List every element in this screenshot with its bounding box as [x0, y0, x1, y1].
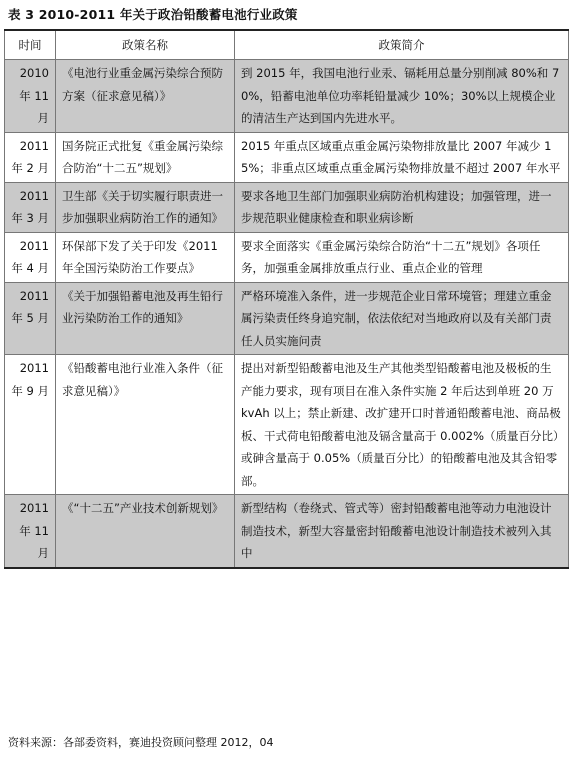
- row-policy-summary: 2015 年重点区域重点重金属污染物排放量比 2007 年减少 15%；非重点区域重点重金属污染物排放量不超过 2007 年水平: [235, 132, 569, 182]
- row-policy-summary: 严格环境准入条件，进一步规范企业日常环境管；理建立重金属污染责任终身追究制，依法依纪对当地政府以及有关部门责任人员实施问责: [235, 282, 569, 355]
- row-time: 2011 年 11 月: [5, 495, 56, 568]
- row-policy-name: 《铅酸蓄电池行业准入条件（征求意见稿）》: [56, 355, 235, 495]
- column-header-time: 时间: [5, 30, 56, 60]
- row-time: 2011 年 9 月: [5, 355, 56, 495]
- table-row: [5, 232, 569, 282]
- row-policy-summary: 要求各地卫生部门加强职业病防治机构建设；加强管理，进一步规范职业健康检查和职业病诊断: [235, 182, 569, 232]
- table-row: [5, 282, 569, 355]
- table-title: 表 3 2010-2011 年关于政治铅酸蓄电池行业政策: [8, 7, 298, 22]
- table-header-row: [5, 30, 569, 60]
- policy-table: [4, 29, 569, 569]
- row-policy-summary: 到 2015 年，我国电池行业汞、镉耗用总量分别削减 80%和 70%，铅蓄电池单位功率耗铅量减少 10%；30%以上规模企业的清洁生产达到国内先进水平。: [235, 60, 569, 133]
- source-note: 资料来源：各部委资料，赛迪投资顾问整理 2012，04: [8, 736, 274, 749]
- table-row: [5, 182, 569, 232]
- table-row: [5, 132, 569, 182]
- row-time: 2011 年 4 月: [5, 232, 56, 282]
- table-row: [5, 495, 569, 568]
- row-policy-name: 国务院正式批复《重金属污染综合防治“十二五”规划》: [56, 132, 235, 182]
- column-header-policy-summary: 政策简介: [235, 30, 569, 60]
- table-row: [5, 355, 569, 495]
- row-policy-name: 卫生部《关于切实履行职责进一步加强职业病防治工作的通知》: [56, 182, 235, 232]
- row-time: 2011 年 5 月: [5, 282, 56, 355]
- table-row: [5, 60, 569, 133]
- row-policy-name: 《关于加强铅蓄电池及再生铅行业污染防治工作的通知》: [56, 282, 235, 355]
- row-policy-name: 《“十二五”产业技术创新规划》: [56, 495, 235, 568]
- row-policy-summary: 新型结构（卷绕式、管式等）密封铅酸蓄电池等动力电池设计制造技术，新型大容量密封铅酸蓄电池设计制造技术被列入其中: [235, 495, 569, 568]
- row-time: 2010 年 11 月: [5, 60, 56, 133]
- row-policy-summary: 要求全面落实《重金属污染综合防治“十二五”规划》各项任务，加强重金属排放重点行业、重点企业的管理: [235, 232, 569, 282]
- row-time: 2011 年 3 月: [5, 182, 56, 232]
- column-header-policy-name: 政策名称: [56, 30, 235, 60]
- row-policy-name: 《电池行业重金属污染综合预防方案（征求意见稿）》: [56, 60, 235, 133]
- row-policy-name: 环保部下发了关于印发《2011 年全国污染防治工作要点》: [56, 232, 235, 282]
- row-policy-summary: 提出对新型铅酸蓄电池及生产其他类型铅酸蓄电池及极板的生产能力要求，现有项目在准入条件实施 2 年后达到单班 20 万 kvAh 以上；禁止新建、改扩建开口时普通铅酸蓄电池、商品极板、干式荷电铅酸蓄电池及镉含量高于 0.002%（质量百分比）或砷含量高于 0.05%（质量百分比）的铅酸蓄电池及其含铅零部。: [235, 355, 569, 495]
- row-time: 2011 年 2 月: [5, 132, 56, 182]
